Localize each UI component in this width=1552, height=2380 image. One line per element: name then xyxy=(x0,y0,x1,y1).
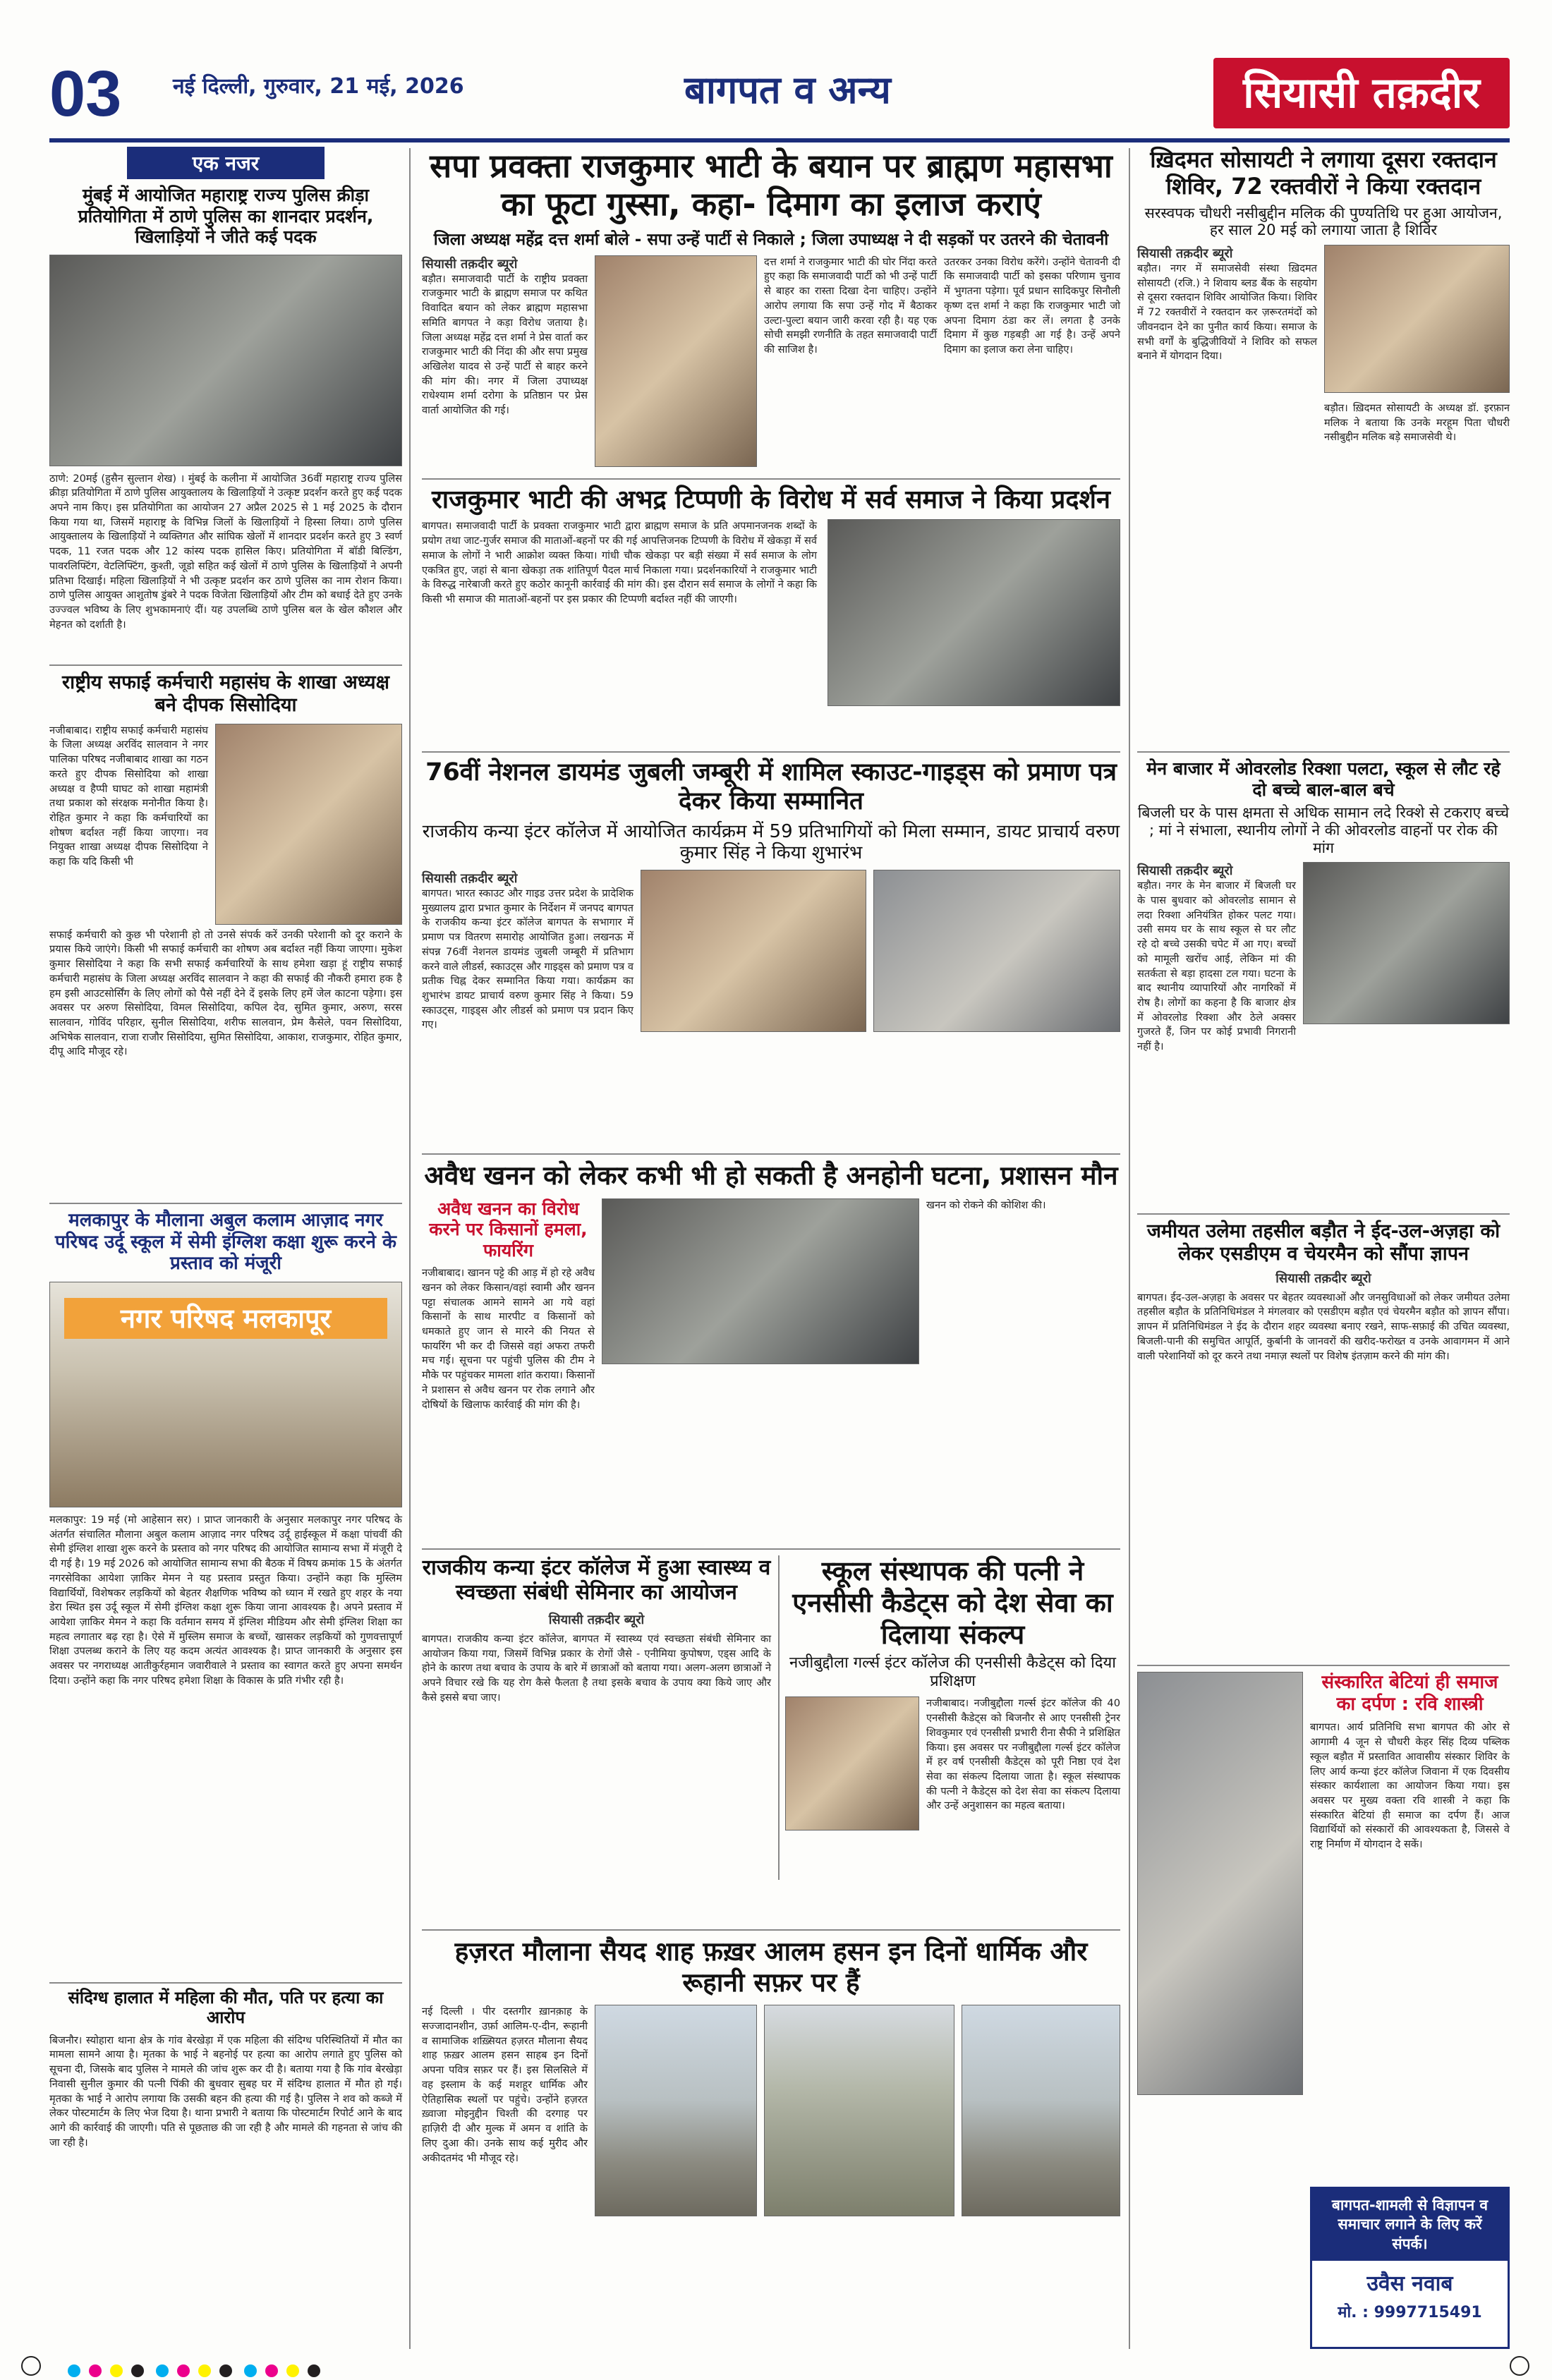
story-headline: जमीयत उलेमा तहसील बड़ौत ने ईद-उल-अज़हा को लेकर एसडीएम व चेयरमैन को सौंपा ज्ञापन xyxy=(1146,1220,1501,1265)
right-story-4 xyxy=(1137,1672,1510,2109)
story-headline: मुंबई में आयोजित महाराष्ट्र राज्य पुलिस क्रीड़ा प्रतियोगिता में ठाणे पुलिस का शानदार प्रदर्शन, खिलाड़ियों ने जीते कई पदक xyxy=(78,185,374,247)
contact-text: बागपत-शामली से विज्ञापन व समाचार लगाने के लिए करें संपर्क। xyxy=(1312,2189,1508,2261)
page-number: 03 xyxy=(49,58,122,130)
blood-donation-photo xyxy=(1324,245,1510,393)
left-story-3 xyxy=(49,1210,402,1689)
contact-phone: मो. : 9997715491 xyxy=(1338,2303,1482,2321)
story-headline: हज़रत मौलाना सैयद शाह फ़ख़र आलम हसन इन दिनों धार्मिक और रूहानी सफ़र पर हैं xyxy=(454,1936,1088,1998)
story-divider xyxy=(1137,1665,1510,1666)
lead-deck: जिला अध्यक्ष महेंद्र दत्त शर्मा बोले - सपा उन्हें पार्टी से निकाले ; जिला उपाध्यक्ष ने दी सड़कों पर उतरने की चेतावनी xyxy=(433,230,1109,249)
story-subhead: अवैध खनन का विरोध करने पर किसानों हमला, फायरिंग xyxy=(429,1198,588,1261)
story-body: बड़ौत। नगर में समाजसेवी संस्था ख़िदमत सोसायटी (रजि.) ने शिवाय ब्लड बैंक के सहयोग से दूसरा रक्तदान शिविर आयोजित किया। शिविर में 72 रक्तवीरों ने रक्तदान कर ज़रूरतमंदों को जीवनदान देने का पुनीत कार्य किया। समाज के सभी वर्गों के बुद्धिजीवियों ने शिविर को सफल बनाने में योगदान दिया। xyxy=(1137,262,1317,363)
ncc-cadets-photo xyxy=(785,1696,919,1830)
column-rule xyxy=(409,148,411,2349)
story-divider xyxy=(422,1929,1120,1931)
story-deck: नजीबुद्दौला गर्ल्स इंटर कॉलेज की एनसीसी कैडेट्स को दिया प्रशिक्षण xyxy=(789,1654,1117,1691)
police-team-photo xyxy=(49,255,402,466)
masthead-rule xyxy=(49,138,1510,142)
story-divider xyxy=(49,1982,402,1984)
story-headline: राजकुमार भाटी की अभद्र टिप्पणी के विरोध में सर्व समाज ने किया प्रदर्शन xyxy=(432,485,1110,514)
byline: सियासी तक़दीर ब्यूरो xyxy=(422,256,518,272)
lead-body-1: बड़ौत। समाजवादी पार्टी के राष्ट्रीय प्रवक्ता राजकुमार भाटी के ब्राह्मण समाज पर कथित विवादित बयान को लेकर ब्राह्मण महासभा समिति बागपत ने कड़ा विरोध जताया है। जिला अध्यक्ष महेंद्र दत्त शर्मा ने प्रेस वार्ता कर राजकुमार भाटी की निंदा की और सपा प्रमुख अखिलेश यादव से उन्हें पार्टी से बाहर करने की मांग की। नगर में जिला उपाध्यक्ष राधेश्याम शर्मा दरोगा के प्रतिष्ठान पर प्रेस वार्ता आयोजित की गई। xyxy=(422,272,588,417)
byline: सियासी तक़दीर ब्यूरो xyxy=(1137,863,1233,879)
story-body: बागपत। ईद-उल-अज़हा के अवसर पर बेहतर व्यवस्थाओं और जनसुविधाओं को लेकर जमीयत उलेमा तहसील बड़ौत के प्रतिनिधिमंडल ने मंगलवार को एसडीएम बड़ौत एवं चेयरमैन बड़ौत को ज्ञापन सौंपा। ज्ञापन में प्रतिनिधिमंडल ने ईद के दौरान शहर व्यवस्था बनाए रखने, साफ-सफ़ाई की उचित व्यवस्था, बिजली-पानी की समुचित आपूर्ति, कुर्बानी के जानवरों की खरीद-फरोख्त व उनके आवागमन में आने वाली परेशानियों को दूर करने तथा नमाज़ स्थलों पर विशेष इंतज़ाम करने की मांग की। xyxy=(1137,1291,1510,1362)
left-story-4 xyxy=(49,1988,402,2150)
center-story-3 xyxy=(422,758,1120,1124)
byline: सियासी तक़दीर ब्यूरो xyxy=(1275,1270,1371,1286)
story-headline: मलकापुर के मौलाना अबुल कलाम आज़ाद नगर परिषद उर्दू स्कूल में सेमी इंग्लिश कक्षा शुरू करने के प्रस्ताव को मंजूरी xyxy=(55,1210,396,1275)
left-column xyxy=(49,147,402,632)
photo-caption: बड़ौत। ख़िदमत सोसायटी के अध्यक्ष डॉ. इरफ़ान मलिक ने बताया कि उनके मरहूम पिता चौधरी नसीबुद्दीन मलिक बड़े समाजसेवी थे। xyxy=(1324,402,1510,444)
story-body: बागपत। राजकीय कन्या इंटर कॉलेज, बागपत में स्वास्थ्य एवं स्वच्छता संबंधी सेमिनार का आयोजन किया गया, जिसमें विभिन्न प्रकार के रोगों जैसे - एनीमिया कुपोषण, एड्स आदि के होने के कारण तथा बचाव के उपाय के बारे में छात्राओं को बताया गया। अलग-अलग छात्राओं ने अपने विचार रखे कि यह रोग कैसे फैलता है तथा इसके बचाव के उपाय क्या किये जाए और कैसे इससे बचा जाए। xyxy=(422,1632,771,1704)
maulana-portrait-photo xyxy=(764,2005,954,2216)
right-story-1 xyxy=(1137,147,1510,576)
story-headline: राष्ट्रीय सफाई कर्मचारी महासंघ के शाखा अध्यक्ष बने दीपक सिसोदिया xyxy=(62,672,389,716)
byline: सियासी तक़दीर ब्यूरो xyxy=(422,870,518,886)
ek-nazar-kicker: एक नजर xyxy=(127,147,325,179)
story-divider xyxy=(1137,751,1510,753)
color-registration-strip xyxy=(63,2362,1489,2380)
center-lead-story xyxy=(422,147,1120,474)
registration-mark xyxy=(21,2356,41,2376)
story-body: बागपत। आर्य प्रतिनिधि सभा बागपत की ओर से आगामी 4 जून से चौधरी केहर सिंह दिव्य पब्लिक स्कूल बड़ौत में प्रस्तावित आवासीय संस्कार शिविर के लिए आर्य कन्या इंटर कॉलेज जिवाना में एक दिवसीय संस्कार कार्यशाला का आयोजन किया गया। इस अवसर पर मुख्य वक्ता रवि शास्त्री ने कहा कि संस्कारित बेटियां ही समाज का दर्पण हैं। आज विद्यार्थियों को संस्कारों की आवश्यकता है, जिससे वे राष्ट्र निर्माण में योगदान दे सकें। xyxy=(1310,1721,1510,1851)
advertising-contact-box xyxy=(1310,2187,1510,2349)
story-body: नई दिल्ली । पीर दस्तगीर ख़ानक़ाह के सज्जादानशीन, उर्फ़ा आलिम-ए-दीन, रूहानी व सामाजिक शख़्सियत हज़रत मौलाना सैयद शाह फ़ख़र आलम हसन साहब इन दिनों अपना पवित्र सफ़र पर हैं। इस सिलसिले में वह इस्लाम के कई मशहूर धार्मिक और ऐतिहासिक स्थलों पर पहुंचे। उन्होंने हज़रत ख़्वाजा मोइनुद्दीन चिश्ती की दरगाह पर हाज़िरी दी और मुल्क में अमन व शांति के लिए दुआ की। उनके साथ कई मुरीद और अकीदतमंद भी मौजूद रहे। xyxy=(422,2005,588,2164)
story-body: नजीबाबाद। खानन पट्टे की आड़ में हो रहे अवैध खनन को लेकर किसान/वहां स्वामी और खनन पट्टा संचालक आमने सामने आ गये वहां किसानों के साथ मारपीट व किसानों को धमकाते हुए जान से मारने की नियत से फायरिंग भी कर दी जिससे वहां अफरा तफरी मच गई। सूचना पर पहुंची पुलिस की टीम ने मौके पर पहुंचकर मामला शांत कराया। किसानों ने प्रशासन से अवैध खनन पर रोक लगाने और दोषियों के खिलाफ कार्रवाई की मांग की है। xyxy=(422,1267,595,1411)
dateline: नई दिल्ली, गुरुवार, 21 मई, 2026 xyxy=(173,74,464,99)
photo-caption: खनन को रोकने की कोशिश की। xyxy=(926,1198,1046,1211)
story-divider xyxy=(49,1203,402,1204)
story-headline: 76वीं नेशनल डायमंड जुबली जम्बूरी में शामिल स्काउट-गाइड्स को प्रमाण पत्र देकर किया सम्मानित xyxy=(425,758,1117,816)
story-headline: संस्कारित बेटियां ही समाज का दर्पण : रवि शास्त्री xyxy=(1321,1672,1498,1715)
story-headline: स्कूल संस्थापक की पत्नी ने एनसीसी कैडेट्स को देश सेवा का दिलाया संकल्प xyxy=(792,1555,1113,1650)
registration-mark xyxy=(1510,2356,1529,2376)
column-rule xyxy=(1129,148,1130,2349)
right-story-3 xyxy=(1137,1220,1510,1364)
story-body: सफाई कर्मचारी को कुछ भी परेशानी हो तो उनसे संपर्क करें उनकी परेशानी को दूर कराने के प्रयास किये जाएंगे। किसी भी सफाई कर्मचारी का शोषण अब बर्दाश्त नहीं किया जाएगा। मुकेश कुमार सिसोदिया ने कहा कि सभी सफाई कर्मचारियों के साथ हमेशा खड़ा हूं राष्ट्रीय सफाई कर्मचारी महासंघ के जिला अध्यक्ष अरविंद सालवान ने कहा की सफाई की नौकरी हमारा हक है हम इसी आउटसोर्सिंग के लिए लोगों को पैसे नहीं देने दें इसके लिए हमें जेल काटना पड़ेगा। इस अवसर पर अरुण सिसोदिया, विमल सिसोदिया, कपिल देव, सुमित कुमार, अरुण, सरस सालवान, गोविंद परिहार, सुनील सिसोदिया, शरीफ सालवान, प्रेम कैसेले, पवन सिसोदिया, अभिषेक सालवान, राजा राजौर सिसोदिया, सुमित सिसोदिया, आकाश, राजकुमार, रोहित कुमार, दीपू आदि मौजूद रहे। xyxy=(49,928,402,1058)
press-conference-photo xyxy=(595,255,757,467)
mining-clash-photo xyxy=(602,1198,919,1364)
story-divider xyxy=(422,751,1120,753)
protest-march-photo xyxy=(827,519,1120,706)
story-divider xyxy=(422,1548,1120,1550)
story-deck: राजकीय कन्या इंटर कॉलेज में आयोजित कार्यक्रम में 59 प्रतिभागियों को मिला सम्मान, डायट प्राचार्य वरुण कुमार सिंह ने किया शुभारंभ xyxy=(422,820,1120,864)
story-body: ठाणे: 20मई (हुसैन सुल्तान शेख) । मुंबई के कलीना में आयोजित 36वीं महाराष्ट्र राज्य पुलिस क्रीड़ा प्रतियोगिता में ठाणे पुलिस आयुक्तालय के खिलाड़ियों ने उत्कृष्ट प्रदर्शन करते हुए कई पदक अपने नाम किए। इस प्रतियोगिता का आयोजन 27 अप्रैल 2025 से 1 मई 2025 के दौरान किया गया था, जिसमें महाराष्ट्र के विभिन्न जिलों के खिलाड़ियों ने हिस्सा लिया। ठाणे पुलिस आयुक्तालय के खिलाड़ियों ने व्यक्तिगत और सांघिक खेलों में शानदार प्रदर्शन करते हुए 3 स्वर्ण पदक, 11 रजत पदक और 12 कांस्य पदक हासिल किए। प्रतियोगिता में बॉडी बिल्डिंग, पावरलिफ्टिंग, वेटलिफ्टिंग, कुश्ती, जूडो सहित कई खेलों में ठाणे पुलिस के खिलाड़ियों ने अपनी प्रतिभा दिखाई। महिला खिलाड़ियों ने भी उत्कृष्ट प्रदर्शन कर ठाणे पुलिस का नाम रोशन किया। ठाणे पुलिस आयुक्त आशुतोष डुंबरे ने पदक विजेता खिलाड़ियों और टीम को बधाई देते हुए उनके उज्ज्वल भविष्य के लिए शुभकामनाएं दीं। यह उपलब्धि ठाणे पुलिस बल के खेल कौशल और मेहनत को दर्शाती है। xyxy=(49,472,402,631)
masthead xyxy=(49,55,1510,133)
scout-group-photo xyxy=(873,870,1120,1032)
lead-body-3: उतरकर उनका विरोध करेंगे। उन्होंने चेतावनी दी कि समाजवादी पार्टी को इसका परिणाम चुनाव में भुगतना पड़ेगा। पूर्व प्रधान सादिकपुर सिनौली कृष्ण दत्त शर्मा ने कहा कि राजकुमार भाटी जो अपना दिमाग ठंडा कर लें। लगता है उनके दिमाग में कुछ गड़बड़ी आ गई है। उन्हें अपने दिमाग का इलाज करा लेना चाहिए। xyxy=(944,255,1120,356)
rickshaw-accident-photo xyxy=(1303,862,1510,1024)
nagar-parishad-sign: नगर परिषद मलकापूर xyxy=(64,1298,387,1339)
byline: सियासी तक़दीर ब्यूरो xyxy=(1137,246,1233,262)
mosque-photo xyxy=(595,2005,757,2216)
story-body: बागपत। समाजवादी पार्टी के प्रवक्ता राजकुमार भाटी द्वारा ब्राह्मण समाज के प्रति अपमानजनक शब्दों के प्रयोग तथा जाट-गुर्जर समाज की माताओं-बहनों पर की गई आपत्तिजनक टिप्पणी के विरोध में खेकड़ा में सर्व समाज के लोगों ने भारी आक्रोश व्यक्त किया। गांधी चौक खेकड़ा पर बड़ी संख्या में सर्व समाज के लोग एकत्रित हुए, जहां से बाना खेकड़ा तक शांतिपूर्ण पैदल मार्च निकाला गया। प्रदर्शनकारियों ने राजकुमार भाटी के विरुद्ध नारेबाजी करते हुए कठोर कानूनी कार्रवाई की मांग की। इस दौरान सर्व समाज के लोगों ने कहा कि किसी भी समाज की माताओं-बहनों पर इस प्रकार की टिप्पणी बर्दाश्त नहीं की जाएगी। xyxy=(422,520,817,606)
story-body: बागपत। भारत स्काउट और गाइड उत्तर प्रदेश के प्रादेशिक मुख्यालय द्वारा प्रभात कुमार के निर्देशन में जनपद बागपत के राजकीय कन्या इंटर कॉलेज बागपत के सभागार में प्रमाण पत्र वितरण समारोह आयोजित हुआ। लखनऊ में संपन्न 76वीं नेशनल डायमंड जुबली जम्बूरी में प्रतिभाग करने वाले लीडर्स, स्काउट्स और गाइड्स को प्रमाण पत्र व प्रतीक चिह्न देकर सम्मानित किया गया। कार्यक्रम का शुभारंभ डायट प्राचार्य वरुण कुमार सिंह ने किया। 59 स्काउट्स, गाइड्स और लीडर्स को प्रमाण पत्र प्रदान किए गए। xyxy=(422,887,633,1031)
story-headline: अवैध खनन को लेकर कभी भी हो सकती है अनहोनी घटना, प्रशासन मौन xyxy=(424,1160,1118,1191)
story-body: नजीबाबाद। नजीबुद्दौला गर्ल्स इंटर कॉलेज की 40 एनसीसी कैडेट्स को बिजनौर से आए एनसीसी ट्रेनर शिवकुमार एवं एनसीसी प्रभारी रीना सैफी ने प्रशिक्षित किया। इस अवसर पर नजीबुद्दौला गर्ल्स इंटर कॉलेज में हर वर्ष एनसीसी कैडेट्स को पूरी निष्ठा एवं देश सेवा का संकल्प दिलाया जाता है। स्कूल संस्थापक की पत्नी ने कैडेट्स को देश सेवा का संकल्प दिलाया और उन्हें अनुशासन का महत्व बताया। xyxy=(926,1697,1120,1812)
contact-name: उवैस नवाब xyxy=(1366,2271,1453,2296)
brand-banner: सियासी तक़दीर xyxy=(1213,58,1510,128)
center-story-6 xyxy=(785,1555,1120,1859)
story-body: मलकापुर: 19 मई (मो आहेसान सर) । प्राप्त जानकारी के अनुसार मलकापुर नगर परिषद के अंतर्गत संचालित मौलाना अबुल कलाम आज़ाद नगर परिषद उर्दू हाईस्कूल में कक्षा पांचवीं की सेमी इंग्लिश शाखा शुरू करने के प्रस्ताव को नगर परिषद की आयोजित सामान्य सभा में मंजूरी दे दी गई है। 19 मई 2026 को आयोजित सामान्य सभा की बैठक में विषय क्रमांक 15 के अंतर्गत नगरसेविका आयेशा ज़ाकिर मेमन ने यह प्रस्ताव प्रस्तुत किया। उन्होंने कहा कि मुस्लिम विद्यार्थियों, विशेषकर लड़कियों को बेहतर शैक्षणिक भविष्य को ध्यान में रखते हुए शहर के नया डेरा स्थित इस उर्दू स्कूल में सेमी इंग्लिश कक्षा शुरू किया जाना आवश्यक है। अपने प्रस्ताव में आयेशा ज़ाकिर मेमन ने कहा कि वर्तमान समय में इंग्लिश मीडियम और सेमी इंग्लिश शिक्षा का महत्व लगातार बढ़ रहा है। ऐसे में मुस्लिम समाज के बच्चों, खासकर लड़कियों को गुणवत्तापूर्ण शिक्षा उपलब्ध कराने के लिए यह कदम अत्यंत आवश्यक है। प्राप्त जानकारी के अनुसार इस अवसर पर नगराध्यक्ष आतीकुर्रहमान जवारीवाले ने प्रस्ताव का स्वागत करते हुए अपना समर्थन दिया। उन्होंने कहा कि नगर परिषद हमेशा शिक्षा के विकास के प्रति गंभीर रही है। xyxy=(49,1514,402,1687)
story-lead: नजीबाबाद। राष्ट्रीय सफाई कर्मचारी महासंघ के जिला अध्यक्ष अरविंद सालवान ने नगर पालिका परिषद नजीबाबाद शाखा का गठन करते हुए दीपक सिसोदिया को शाखा अध्यक्ष व हैप्पी घाघट को शाखा महामंत्री तथा प्रकाश को संरक्षक मनोनीत किया है। रोहित कुमार ने कहा कि कर्मचारियों का शोषण बर्दाश्त नहीं किया जाएगा। नव नियुक्त शाखा अध्यक्ष दीपक सिसोदिया ने कहा कि यदि किसी भी xyxy=(49,724,208,868)
shrine-photo xyxy=(962,2005,1120,2216)
story-headline: मेन बाजार में ओवरलोड रिक्शा पलटा, स्कूल से लौट रहे दो बच्चे बाल-बाल बचे xyxy=(1146,758,1501,800)
story-body: बिजनौर। स्योहारा थाना क्षेत्र के गांव बेरखेड़ा में एक महिला की संदिग्ध परिस्थितियों में मौत का मामला सामने आया है। मृतका के भाई ने बहनोई पर हत्या का आरोप लगाते हुए पुलिस को सूचना दी, जिसके बाद पुलिस ने मामले की जांच शुरू कर दी है। बताया गया है कि गांव बेरखेड़ा निवासी सुनील कुमार की पत्नी पिंकी की बुधवार सुबह घर में संदिग्ध हालात में मौत हो गई। मृतका के भाई ने आरोप लगाया कि उसकी बहन की हत्या की गई है। पुलिस ने शव को कब्जे में लेकर पोस्टमार्टम के लिए भेज दिया है। थाना प्रभारी ने बताया कि पोस्टमार्टम रिपोर्ट आने के बाद आगे की कार्रवाई की जाएगी। पति से पूछताछ की जा रही है और मामले की गहनता से जांच की जा रही है। xyxy=(49,2034,402,2149)
right-story-2 xyxy=(1137,758,1510,1194)
center-story-2 xyxy=(422,485,1120,710)
story-divider xyxy=(49,664,402,666)
story-divider xyxy=(422,1153,1120,1155)
story-divider xyxy=(1137,1213,1510,1215)
center-story-7 xyxy=(422,1936,1120,2380)
story-divider xyxy=(422,478,1120,480)
scout-ceremony-photo xyxy=(641,870,866,1032)
workshop-photo xyxy=(1137,1672,1303,2095)
left-story-2 xyxy=(49,672,402,1060)
story-headline: ख़िदमत सोसायटी ने लगाया दूसरा रक्तदान शिविर, 72 रक्तवीरों ने किया रक्तदान xyxy=(1150,146,1497,200)
story-deck: बिजली घर के पास क्षमता से अधिक सामान लदे रिक्शे से टकराए बच्चे ; मां ने संभाला, स्थानीय लोगों ने की ओवरलोड वाहनों पर रोक की मांग xyxy=(1137,804,1510,856)
story-deck: सरस्वपक चौधरी नसीबुद्दीन मलिक की पुण्यतिथि पर हुआ आयोजन, हर साल 20 मई को लगाया जाता है शिविर xyxy=(1144,204,1503,239)
lead-headline: सपा प्रवक्ता राजकुमार भाटी के बयान पर ब्राह्मण महासभा का फूटा गुस्सा, कहा- दिमाग का इलाज कराएं xyxy=(430,147,1113,224)
story-body: बड़ौत। नगर के मेन बाजार में बिजली घर के पास बुधवार को ओवरलोड सामान से लदा रिक्शा अनियंत्रित होकर पलट गया। उसी समय घर के साथ स्कूल से घर लौट रहे दो बच्चे उसकी चपेट में आ गए। बच्चों को मामूली खरोंच आई, लेकिन मां की सतर्कता से बड़ा हादसा टल गया। घटना के बाद स्थानीय व्यापारियों और नागरिकों में रोष है। लोगों का कहना है कि बाजार क्षेत्र में ओवरलोड रिक्शा और ठेले अक्सर गुजरते हैं, जिन पर कोई प्रभावी निगरानी नहीं है। xyxy=(1137,880,1296,1053)
center-story-4 xyxy=(422,1160,1120,1579)
center-story-5 xyxy=(422,1555,771,1705)
section-title: बागपत व अन्य xyxy=(684,68,891,112)
column-rule xyxy=(778,1555,780,1880)
story-headline: राजकीय कन्या इंटर कॉलेज में हुआ स्वास्थ्य व स्वच्छता संबंधी सेमिनार का आयोजन xyxy=(422,1555,771,1605)
lead-body-2: दत्त शर्मा ने राजकुमार भाटी की घोर निंदा करते हुए कहा कि समाजवादी पार्टी को भी उन्हें पार्टी से बाहर का रास्ता दिखा देना चाहिए। उन्होंने आरोप लगाया कि सपा उन्हें गोद में बैठाकर उल्टा-पुल्टा बयान जारी करवा रही है। यह एक सोची समझी रणनीति के तहत समाजवादी पार्टी की साजिश है। xyxy=(764,255,937,356)
byline: सियासी तक़दीर ब्यूरो xyxy=(548,1612,645,1627)
union-group-photo xyxy=(215,724,402,925)
story-headline: संदिग्ध हालात में महिला की मौत, पति पर हत्या का आरोप xyxy=(68,1988,384,2028)
nagar-parishad-photo xyxy=(49,1282,402,1507)
